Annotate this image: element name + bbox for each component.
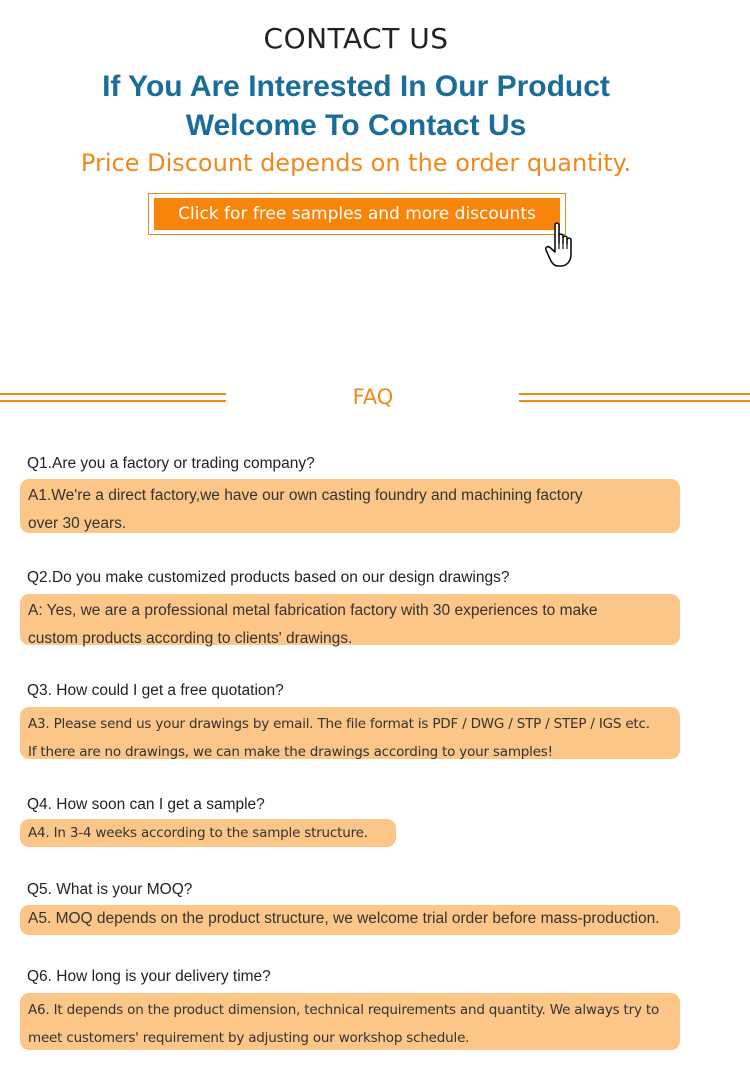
- faq-question-4: Q4. How soon can I get a sample?: [27, 796, 265, 813]
- faq-question-6: Q6. How long is your delivery time?: [27, 968, 271, 985]
- faq-answer-1: [20, 479, 680, 533]
- faq-answer-2-line-2: custom products according to clients' drawings.: [28, 630, 353, 647]
- faq-heading: FAQ: [352, 385, 394, 409]
- faq-answer-1-line-1: A1.We're a direct factory,we have our own casting foundry and machining factory: [28, 487, 583, 504]
- headline-line-1: If You Are Interested In Our Product: [102, 70, 610, 103]
- faq-answer-2-line-1: A: Yes, we are a professional metal fabrication factory with 30 experiences to make: [28, 602, 598, 619]
- faq-answer-2: [20, 594, 680, 645]
- faq-answer-6: [20, 993, 680, 1050]
- cta-frame: [148, 193, 566, 235]
- faq-answer-1-line-2: over 30 years.: [28, 515, 127, 532]
- hand-pointer-icon: [545, 221, 579, 269]
- faq-answer-5: [20, 905, 680, 935]
- faq-question-3: Q3. How could I get a free quotation?: [27, 682, 284, 699]
- discount-text: Price Discount depends on the order quantity.: [80, 149, 632, 177]
- faq-answer-3-line-2: If there are no drawings, we can make the drawings according to your samples!: [28, 744, 553, 760]
- faq-divider-left: [0, 393, 226, 402]
- contact-us-heading: CONTACT US: [263, 22, 449, 55]
- faq-answer-4-line-1: A4. In 3-4 weeks according to the sample structure.: [28, 825, 368, 841]
- faq-answer-6-line-2: meet customers' requirement by adjusting our workshop schedule.: [28, 1030, 470, 1046]
- faq-answer-4: [20, 819, 396, 847]
- faq-answer-6-line-1: A6. It depends on the product dimension, technical requirements and quantity. We always try to: [28, 1002, 660, 1018]
- faq-answer-3: [20, 707, 680, 759]
- faq-answer-5-line-1: A5. MOQ depends on the product structure, we welcome trial order before mass-production.: [28, 910, 660, 927]
- faq-question-2: Q2.Do you make customized products based on our design drawings?: [27, 569, 510, 586]
- faq-question-5: Q5. What is your MOQ?: [27, 881, 193, 898]
- free-samples-button[interactable]: Click for free samples and more discounts: [154, 198, 560, 230]
- headline-line-2: Welcome To Contact Us: [185, 109, 527, 142]
- faq-divider-right: [519, 393, 750, 402]
- faq-answer-3-line-1: A3. Please send us your drawings by email. The file format is PDF / DWG / STP / STEP / IGS etc.: [28, 716, 650, 732]
- faq-question-1: Q1.Are you a factory or trading company?: [27, 455, 315, 472]
